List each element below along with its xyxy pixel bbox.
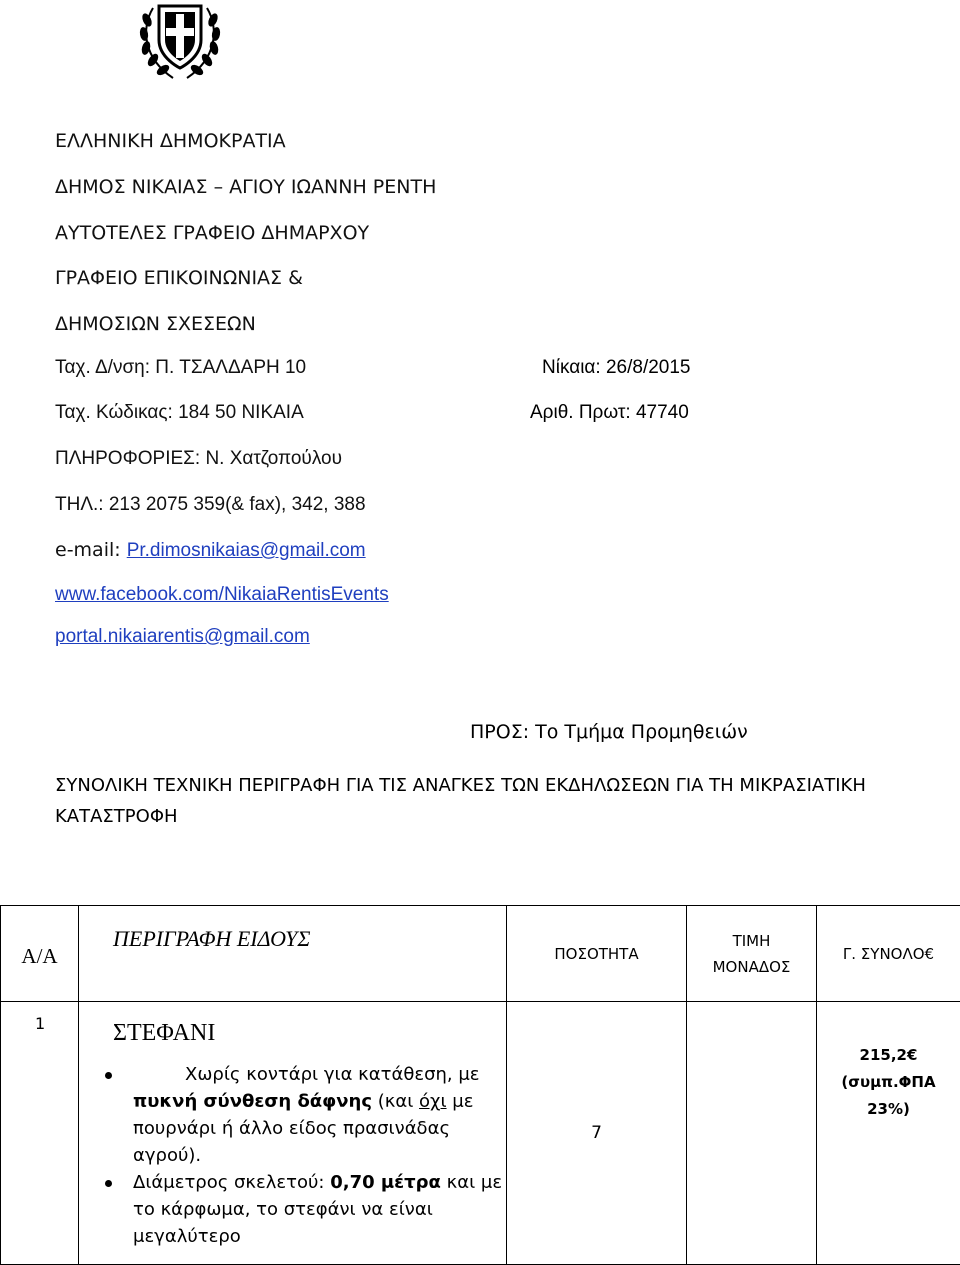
row-total-vat-line-2: 23%) [817,1096,960,1123]
header-quantity: ΠΟΣΟΤΗΤΑ [507,906,687,1002]
portal-line [55,624,310,649]
header-unit-price [687,906,817,1002]
header-unit-price-line-2: ΜΟΝΑΔΟΣ [687,954,816,980]
bullet2-text-1: Διάμετρος σκελετού: [133,1172,330,1193]
document-date: Νίκαια: 26/8/2015 [542,356,690,380]
row-description [79,1002,507,1265]
bullet-icon [105,1180,112,1187]
office-name: ΑΥΤΟΤΕΛΕΣ ΓΡΑΦΕΙΟ ΔΗΜΑΡΧΟΥ [55,221,369,245]
greek-coat-of-arms-icon [135,0,225,84]
row-total-value: 215,2€ [817,1042,960,1069]
table-header-row [1,906,960,1002]
bullet1-text-2: (και [372,1091,419,1112]
header-total: Γ. ΣΥΝΟΛΟ€ [817,906,960,1002]
bullet1-underline: όχι [419,1091,447,1112]
postcode: Ταχ. Κώδικας: 184 50 ΝΙΚΑΙΑ [55,401,304,425]
items-table [0,905,960,1265]
bullet1-bold: πυκνή σύνθεση δάφνης [133,1091,372,1112]
row-total-vat-line-1: (συμπ.ΦΠΑ [817,1069,960,1096]
header-unit-price-line-1: ΤΙΜΗ [687,928,816,954]
municipality-name: ΔΗΜΟΣ ΝΙΚΑΙΑΣ – ΑΓΙΟΥ ΙΩΑΝΝΗ ΡΕΝΤΗ [55,175,436,199]
country-name: ΕΛΛΗΝΙΚΗ ΔΗΜΟΚΡΑΤΙΑ [55,129,286,153]
bullet2-text-2: και με το κάρφωμα, το στεφάνι να είναι μεγαλύτερο [133,1172,502,1247]
department-line-2: ΔΗΜΟΣΙΩΝ ΣΧΕΣΕΩΝ [55,312,256,336]
contact-person: ΠΛΗΡΟΦΟΡΙΕΣ: Ν. Χατζοπούλου [55,447,342,471]
row-total [817,1002,960,1265]
item-title: ΣΤΕΦΑΝΙ [113,1020,506,1047]
email-link[interactable]: Pr.dimosnikaias@gmail.com [127,540,366,561]
address: Ταχ. Δ/νση: Π. ΤΣΑΛΔΑΡΗ 10 [55,356,306,380]
document-subject: ΣΥΝΟΛΙΚΗ ΤΕΧΝΙΚΗ ΠΕΡΙΓΡΑΦΗ ΓΙΑ ΤΙΣ ΑΝΑΓΚΕΣ ΤΩΝ ΕΚΔΗΛΩΣΕΩΝ ΓΙΑ ΤΗ ΜΙΚΡΑΣΙΑΤΙΚΗ ΚΑΤΑΣΤΡΟΦΗ [55,770,895,832]
header-aa: Α/Α [1,906,79,1002]
bullet1-text-1: Χωρίς κοντάρι για κατάθεση, με [133,1064,480,1085]
header-description: ΠΕΡΙΓΡΑΦΗ ΕΙΔΟΥΣ [79,906,507,1002]
row-quantity: 7 [507,1002,687,1265]
facebook-line [55,582,389,607]
phone-numbers: ΤΗΛ.: 213 2075 359(& fax), 342, 388 [55,493,366,517]
department-line-1: ΓΡΑΦΕΙΟ ΕΠΙΚΟΙΝΩΝΙΑΣ & [55,266,303,290]
row-unit-price [687,1002,817,1265]
email-line [55,538,366,563]
row-aa: 1 [1,1002,79,1265]
protocol-number: Αριθ. Πρωτ: 47740 [530,401,689,425]
portal-email-link[interactable]: portal.nikaiarentis@gmail.com [55,626,310,647]
facebook-link[interactable]: www.facebook.com/NikaiaRentisEvents [55,584,389,605]
bullet-item-1 [79,1061,506,1169]
table-row [1,1002,960,1265]
bullet1-text-3: με πουρνάρι ή άλλο είδος πρασινάδας αγρού). [133,1091,473,1166]
bullet-item-2 [79,1169,506,1250]
bullet2-bold: 0,70 μέτρα [330,1172,441,1193]
email-label: e-mail: [55,539,127,561]
recipient: ΠΡΟΣ: Το Τμήμα Προμηθειών [470,721,748,743]
bullet-icon [105,1072,112,1079]
